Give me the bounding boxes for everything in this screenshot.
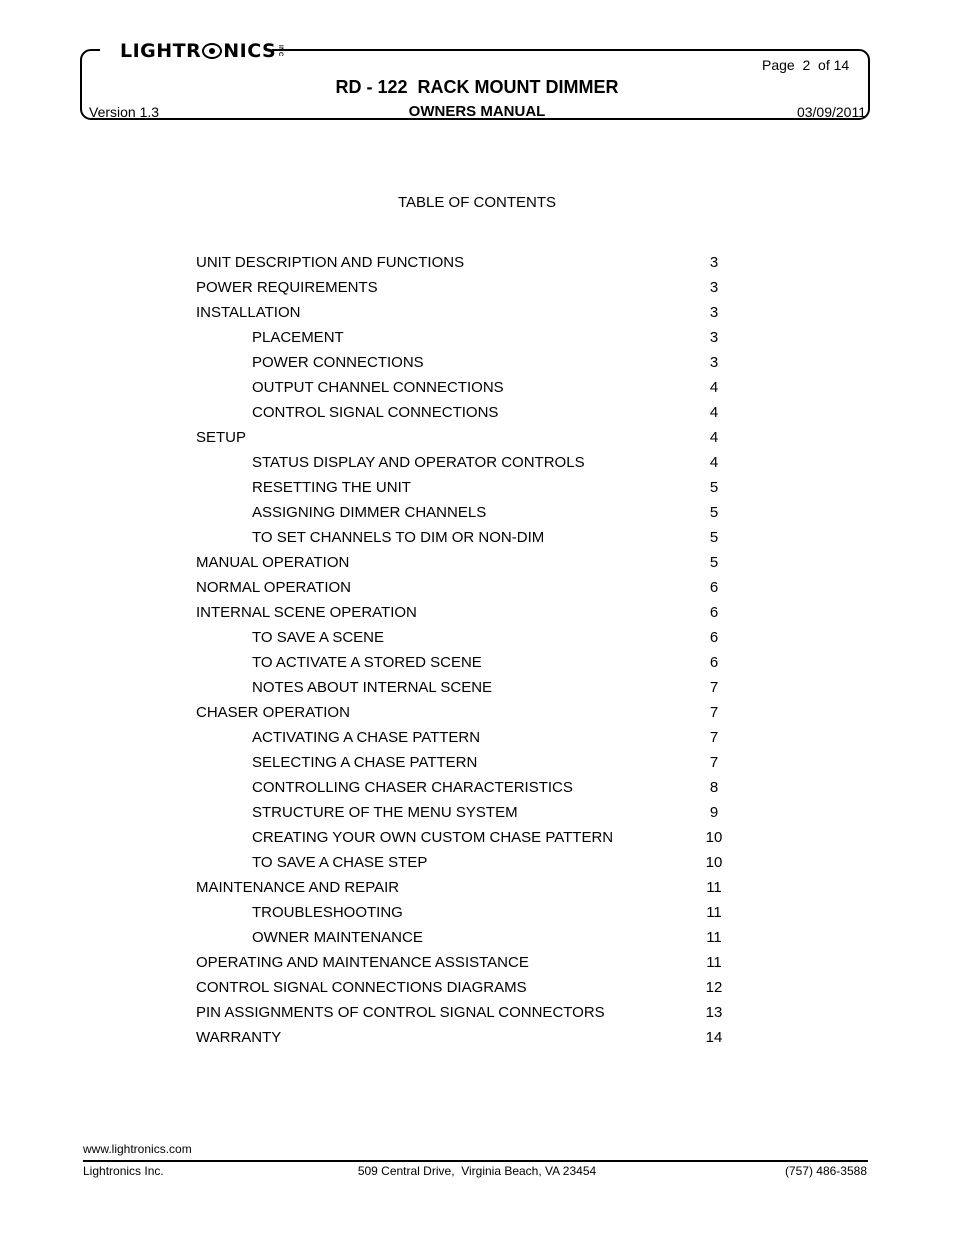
- toc-entry-label: POWER CONNECTIONS: [252, 354, 424, 371]
- toc-entry-page: 5: [709, 504, 719, 521]
- toc-entry: [196, 250, 736, 275]
- toc-entry-label: PLACEMENT: [252, 329, 344, 346]
- toc-entry-page: 3: [709, 329, 719, 346]
- toc-entry-label: RESETTING THE UNIT: [252, 479, 411, 496]
- toc-entry-label: WARRANTY: [196, 1029, 282, 1046]
- toc-entry: [196, 1025, 736, 1050]
- footer-divider: [83, 1160, 868, 1162]
- footer-address: 509 Central Drive, Virginia Beach, VA 23454: [357, 1164, 597, 1178]
- toc-entry-label: STATUS DISPLAY AND OPERATOR CONTROLS: [252, 454, 585, 471]
- toc-entry-label: NORMAL OPERATION: [196, 579, 352, 596]
- toc-entry-label: INTERNAL SCENE OPERATION: [196, 604, 417, 621]
- toc-entry-label: MAINTENANCE AND REPAIR: [196, 879, 400, 896]
- logo-text-left: LIGHTR: [120, 40, 202, 62]
- logo-inc: INC: [277, 45, 284, 57]
- toc-entry-label: CONTROL SIGNAL CONNECTIONS DIAGRAMS: [196, 979, 527, 996]
- toc-entry: [196, 425, 736, 450]
- toc-entry-label: TROUBLESHOOTING: [252, 904, 403, 921]
- toc-entry: [196, 775, 736, 800]
- toc-entry-page: 4: [709, 429, 719, 446]
- toc-entry: [196, 475, 736, 500]
- toc-entry-page: 9: [709, 804, 719, 821]
- toc-entry-page: 6: [709, 654, 719, 671]
- toc-entry-page: 8: [709, 779, 719, 796]
- toc-entry: [196, 875, 736, 900]
- toc-entry-page: 5: [709, 529, 719, 546]
- toc-heading: TABLE OF CONTENTS: [397, 194, 557, 211]
- footer-company: Lightronics Inc.: [83, 1164, 164, 1178]
- toc-entry-page: 11: [706, 879, 722, 896]
- toc-entry-page: 3: [709, 254, 719, 271]
- toc-entry-label: CHASER OPERATION: [196, 704, 350, 721]
- toc-entry-page: 14: [705, 1029, 723, 1046]
- toc-entry-page: 4: [709, 379, 719, 396]
- toc-entry-page: 4: [709, 404, 719, 421]
- toc-entry: [196, 275, 736, 300]
- toc-entry: [196, 800, 736, 825]
- toc-entry-page: 5: [709, 479, 719, 496]
- toc-entry-label: ASSIGNING DIMMER CHANNELS: [252, 504, 487, 521]
- toc-entry: [196, 950, 736, 975]
- toc-entry: [196, 300, 736, 325]
- toc-entry-label: OUTPUT CHANNEL CONNECTIONS: [252, 379, 504, 396]
- toc-entry: [196, 375, 736, 400]
- toc-entry: [196, 750, 736, 775]
- toc-entry-page: 3: [709, 304, 719, 321]
- toc-entry-label: CONTROLLING CHASER CHARACTERISTICS: [252, 779, 573, 796]
- footer-phone: (757) 486-3588: [784, 1164, 867, 1178]
- document-date: 03/09/2011: [796, 104, 866, 120]
- toc-entry-label: SETUP: [196, 429, 247, 446]
- toc-entry-label: OWNER MAINTENANCE: [252, 929, 423, 946]
- toc-entry-label: SELECTING A CHASE PATTERN: [252, 754, 478, 771]
- page-number: Page 2 of 14: [762, 57, 850, 73]
- company-logo: [120, 40, 283, 62]
- toc-entry-label: NOTES ABOUT INTERNAL SCENE: [252, 679, 493, 696]
- toc-entry: [196, 575, 736, 600]
- toc-entry: [196, 725, 736, 750]
- toc-entry-label: ACTIVATING A CHASE PATTERN: [252, 729, 481, 746]
- toc-entry-label: TO SET CHANNELS TO DIM OR NON-DIM: [252, 529, 545, 546]
- toc-entry: [196, 850, 736, 875]
- toc-entry: [196, 1000, 736, 1025]
- toc-entry-label: CREATING YOUR OWN CUSTOM CHASE PATTERN: [252, 829, 614, 846]
- version-label: Version 1.3: [89, 104, 160, 120]
- toc-entry-label: PIN ASSIGNMENTS OF CONTROL SIGNAL CONNECTORS: [196, 1004, 605, 1021]
- toc-entry: [196, 675, 736, 700]
- toc-entry-page: 12: [705, 979, 723, 996]
- toc-entry: [196, 325, 736, 350]
- toc-entry: [196, 700, 736, 725]
- toc-entry-page: 3: [709, 279, 719, 296]
- footer-website: www.lightronics.com: [83, 1142, 192, 1156]
- logo-o-icon: [202, 43, 222, 59]
- toc-entry-page: 7: [709, 729, 719, 746]
- logo-text-right: NICS: [223, 40, 277, 62]
- toc-entry-page: 11: [706, 929, 722, 946]
- toc-entry: [196, 500, 736, 525]
- toc-entry-label: STRUCTURE OF THE MENU SYSTEM: [252, 804, 518, 821]
- table-of-contents: [196, 250, 736, 1050]
- toc-entry-label: MANUAL OPERATION: [196, 554, 350, 571]
- toc-entry-page: 5: [709, 554, 719, 571]
- document-subtitle: OWNERS MANUAL: [408, 103, 546, 120]
- toc-entry-page: 6: [709, 579, 719, 596]
- toc-entry-page: 11: [706, 904, 722, 921]
- toc-entry: [196, 900, 736, 925]
- toc-entry-page: 7: [709, 679, 719, 696]
- toc-entry: [196, 600, 736, 625]
- toc-entry: [196, 350, 736, 375]
- toc-entry-page: 10: [705, 829, 723, 846]
- toc-entry-label: POWER REQUIREMENTS: [196, 279, 378, 296]
- toc-entry-label: OPERATING AND MAINTENANCE ASSISTANCE: [196, 954, 529, 971]
- toc-entry-label: TO ACTIVATE A STORED SCENE: [252, 654, 482, 671]
- document-title: RD - 122 RACK MOUNT DIMMER: [335, 77, 619, 97]
- toc-entry-page: 11: [706, 954, 722, 971]
- toc-entry-label: UNIT DESCRIPTION AND FUNCTIONS: [196, 254, 465, 271]
- toc-entry-label: TO SAVE A CHASE STEP: [252, 854, 428, 871]
- toc-entry-page: 7: [709, 754, 719, 771]
- toc-entry: [196, 450, 736, 475]
- toc-entry: [196, 400, 736, 425]
- toc-entry-page: 6: [709, 629, 719, 646]
- toc-entry-page: 10: [705, 854, 723, 871]
- toc-entry: [196, 825, 736, 850]
- toc-entry-page: 3: [709, 354, 719, 371]
- toc-entry-page: 4: [709, 454, 719, 471]
- toc-entry-label: INSTALLATION: [196, 304, 301, 321]
- toc-entry: [196, 975, 736, 1000]
- toc-entry-page: 13: [705, 1004, 723, 1021]
- toc-entry-page: 7: [709, 704, 719, 721]
- toc-entry: [196, 550, 736, 575]
- toc-entry-page: 6: [709, 604, 719, 621]
- toc-entry-label: TO SAVE A SCENE: [252, 629, 384, 646]
- toc-entry: [196, 625, 736, 650]
- toc-entry-label: CONTROL SIGNAL CONNECTIONS: [252, 404, 499, 421]
- toc-entry: [196, 650, 736, 675]
- toc-entry: [196, 925, 736, 950]
- toc-entry: [196, 525, 736, 550]
